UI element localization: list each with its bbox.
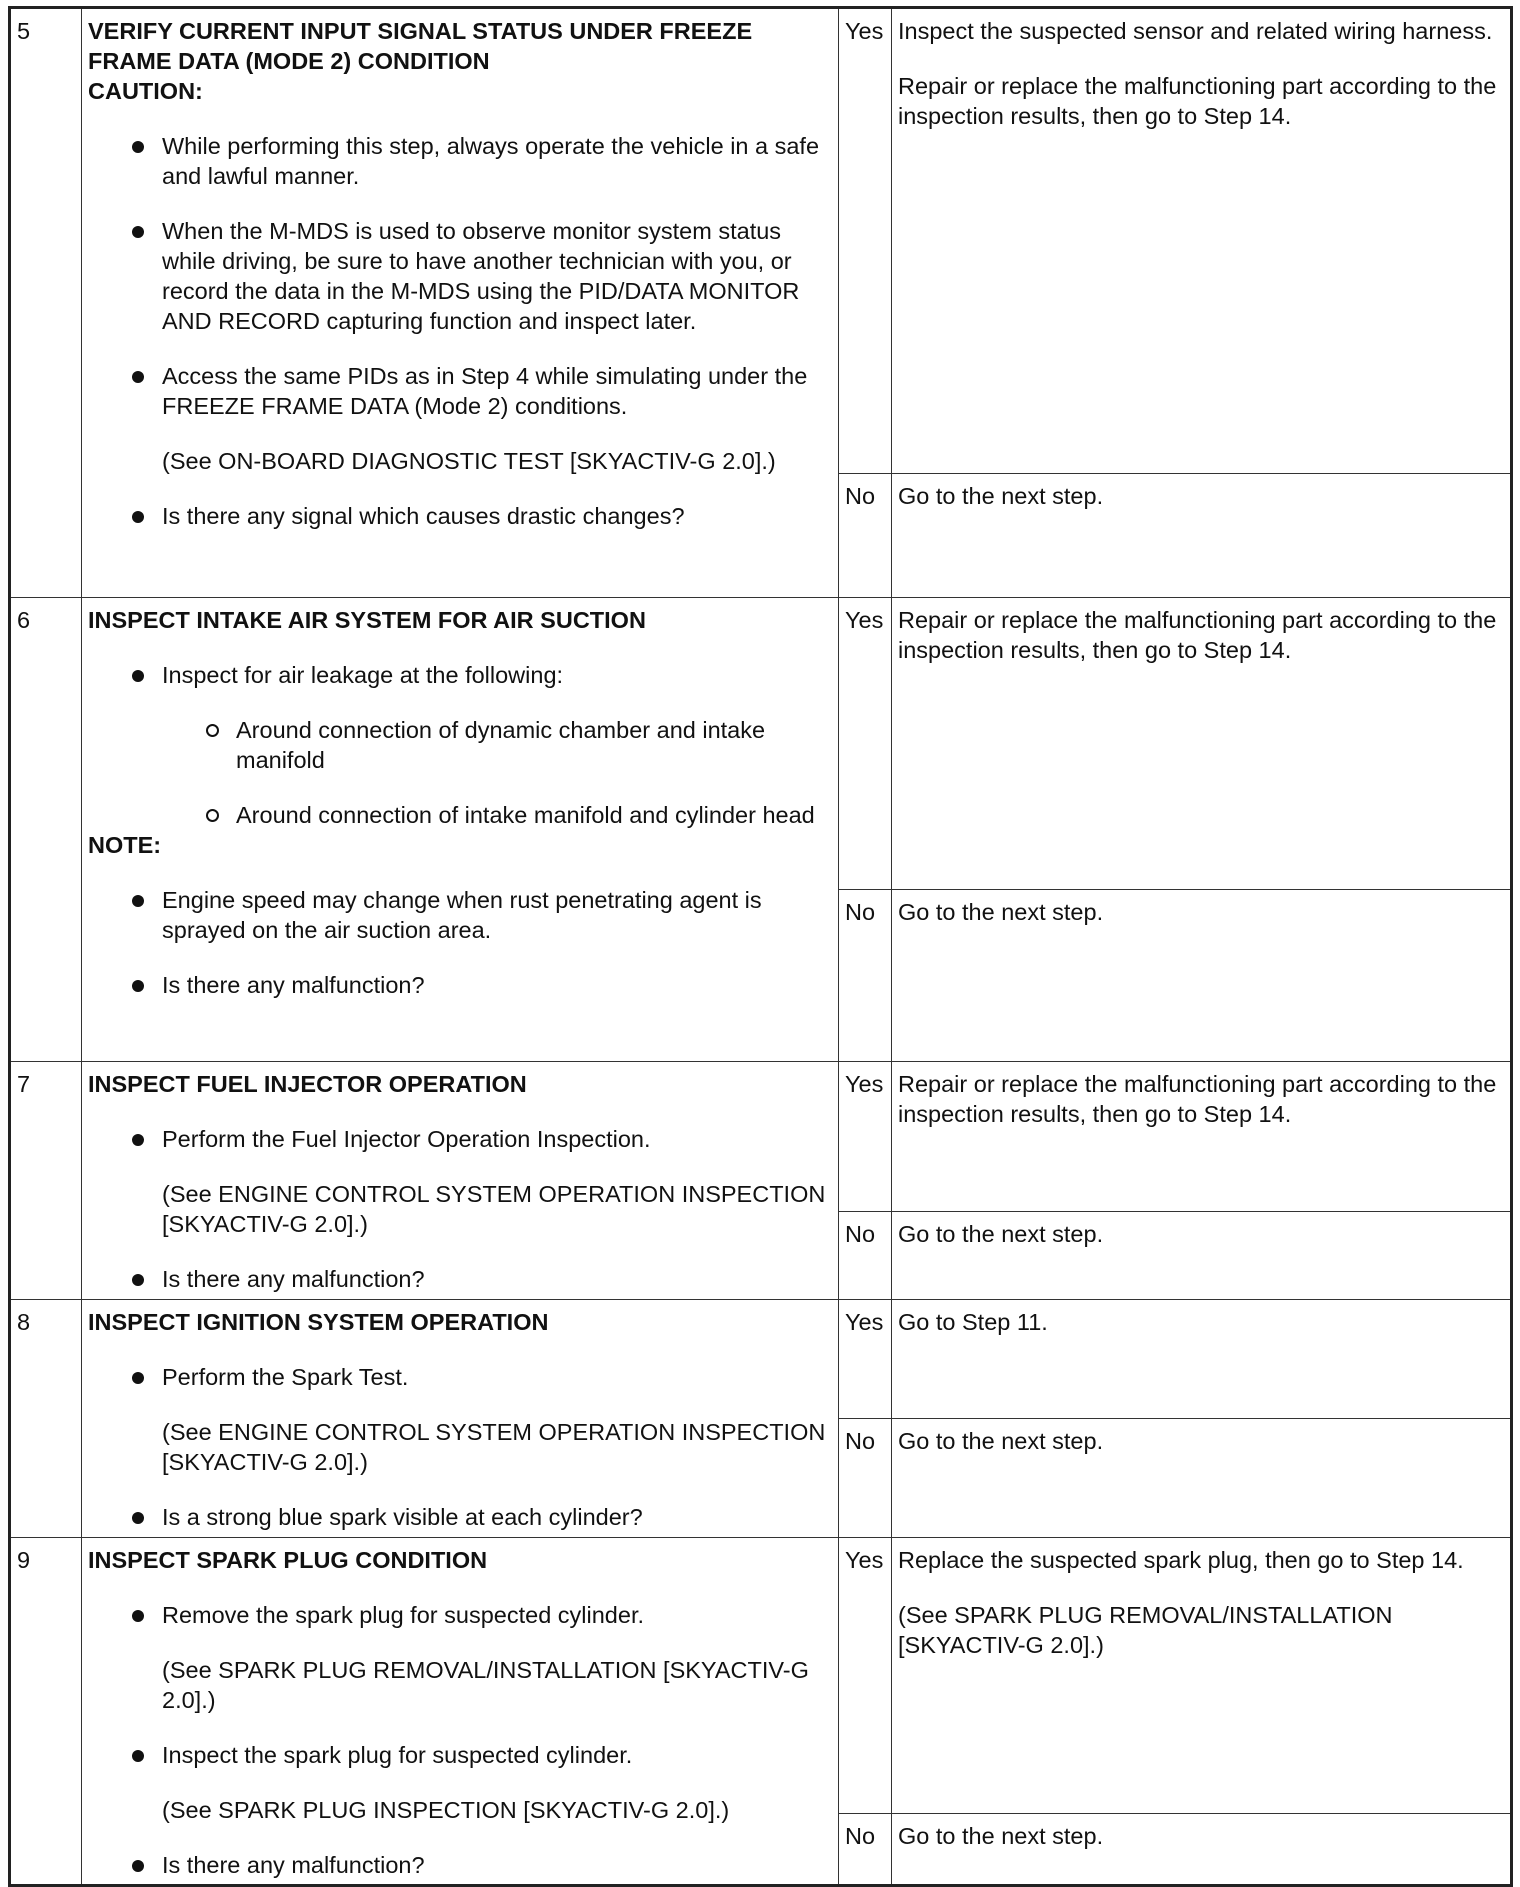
bullet-list xyxy=(88,1600,832,1880)
yes-label: Yes xyxy=(839,598,892,890)
step-action xyxy=(82,1538,839,1886)
step-row-8 xyxy=(10,1300,1512,1419)
yes-result xyxy=(892,8,1512,474)
bullet-list xyxy=(88,1362,832,1532)
sub-list-item: Around connection of dynamic chamber and intake manifold xyxy=(162,715,832,775)
list-item xyxy=(88,1600,832,1715)
yes-label: Yes xyxy=(839,1538,892,1814)
no-label: No xyxy=(839,1419,892,1538)
no-label: No xyxy=(839,1212,892,1300)
list-item: Is there any malfunction? xyxy=(88,1850,832,1880)
bullet-list xyxy=(88,131,832,531)
no-result: Go to the next step. xyxy=(892,474,1512,598)
note-label: NOTE: xyxy=(88,832,162,858)
yes-result: Go to Step 11. xyxy=(892,1300,1512,1419)
caution-label: CAUTION: xyxy=(88,78,203,104)
list-item-text: Perform the Spark Test. xyxy=(162,1364,409,1390)
yes-result: Repair or replace the malfunctioning part according to the inspection results, then go to Step 14. xyxy=(892,598,1512,890)
list-item: While performing this step, always operate the vehicle in a safe and lawful manner. xyxy=(88,131,832,191)
list-item: Engine speed may change when rust penetrating agent is sprayed on the air suction area. xyxy=(88,885,832,945)
no-label: No xyxy=(839,474,892,598)
list-item-text: Perform the Fuel Injector Operation Inspection. xyxy=(162,1126,651,1152)
no-label: No xyxy=(839,1813,892,1885)
reference-text: (See ON-BOARD DIAGNOSTIC TEST [SKYACTIV-G 2.0].) xyxy=(162,448,776,474)
list-item: When the M-MDS is used to observe monitor system status while driving, be sure to have another technician with you, or record the data in the M-MDS using the PID/DATA MONITOR AND RECORD capturing function and inspect later. xyxy=(88,216,832,336)
bullet-list xyxy=(88,660,832,830)
list-item: Is a strong blue spark visible at each cylinder? xyxy=(88,1502,832,1532)
list-item-text: Inspect for air leakage at the following: xyxy=(162,662,564,688)
step-title: INSPECT SPARK PLUG CONDITION xyxy=(88,1547,488,1573)
sub-list xyxy=(162,715,832,830)
step-number: 8 xyxy=(10,1300,82,1538)
list-item-text: Access the same PIDs as in Step 4 while simulating under the FREEZE FRAME DATA (Mode 2) conditions. xyxy=(162,363,808,419)
no-result: Go to the next step. xyxy=(892,890,1512,1062)
list-item xyxy=(88,1124,832,1239)
step-row-5 xyxy=(10,8,1512,474)
step-row-7 xyxy=(10,1062,1512,1212)
step-action xyxy=(82,598,839,1062)
step-action xyxy=(82,1062,839,1300)
reference-text: (See SPARK PLUG REMOVAL/INSTALLATION [SKYACTIV-G 2.0].) xyxy=(162,1657,809,1713)
step-row-6 xyxy=(10,598,1512,890)
no-result: Go to the next step. xyxy=(892,1419,1512,1538)
list-item-text: Remove the spark plug for suspected cylinder. xyxy=(162,1602,645,1628)
reference-text: (See SPARK PLUG INSPECTION [SKYACTIV-G 2.0].) xyxy=(162,1797,730,1823)
no-result: Go to the next step. xyxy=(892,1813,1512,1885)
step-number: 9 xyxy=(10,1538,82,1886)
result-text: Repair or replace the malfunctioning part according to the inspection results, then go to Step 14. xyxy=(898,73,1497,129)
list-item xyxy=(88,660,832,830)
sub-list-item: Around connection of intake manifold and cylinder head xyxy=(162,800,832,830)
step-action xyxy=(82,8,839,598)
list-item-text: Inspect the spark plug for suspected cylinder. xyxy=(162,1742,633,1768)
yes-label: Yes xyxy=(839,1062,892,1212)
yes-label: Yes xyxy=(839,8,892,474)
list-item xyxy=(88,1362,832,1477)
yes-result: Repair or replace the malfunctioning part according to the inspection results, then go to Step 14. xyxy=(892,1062,1512,1212)
step-title: INSPECT IGNITION SYSTEM OPERATION xyxy=(88,1309,549,1335)
no-label: No xyxy=(839,890,892,1062)
step-number: 7 xyxy=(10,1062,82,1300)
list-item xyxy=(88,1740,832,1825)
bullet-list xyxy=(88,1124,832,1294)
step-row-9 xyxy=(10,1538,1512,1814)
list-item: Is there any malfunction? xyxy=(88,1264,832,1294)
list-item: Is there any malfunction? xyxy=(88,970,832,1000)
diagnostic-procedure-table xyxy=(8,6,1513,1887)
step-number: 6 xyxy=(10,598,82,1062)
step-title: INSPECT INTAKE AIR SYSTEM FOR AIR SUCTION xyxy=(88,607,646,633)
reference-text: (See ENGINE CONTROL SYSTEM OPERATION INSPECTION [SKYACTIV-G 2.0].) xyxy=(162,1419,826,1475)
step-title: INSPECT FUEL INJECTOR OPERATION xyxy=(88,1071,527,1097)
list-item: Is there any signal which causes drastic changes? xyxy=(88,501,832,531)
list-item xyxy=(88,361,832,476)
reference-text: (See ENGINE CONTROL SYSTEM OPERATION INSPECTION [SKYACTIV-G 2.0].) xyxy=(162,1181,826,1237)
no-result: Go to the next step. xyxy=(892,1212,1512,1300)
yes-result xyxy=(892,1538,1512,1814)
result-text: Inspect the suspected sensor and related wiring harness. xyxy=(898,18,1493,44)
step-number: 5 xyxy=(10,8,82,598)
step-title: VERIFY CURRENT INPUT SIGNAL STATUS UNDER FREEZE FRAME DATA (MODE 2) CONDITION xyxy=(88,18,753,74)
step-action xyxy=(82,1300,839,1538)
bullet-list xyxy=(88,885,832,1000)
yes-label: Yes xyxy=(839,1300,892,1419)
result-text: (See SPARK PLUG REMOVAL/INSTALLATION [SKYACTIV-G 2.0].) xyxy=(898,1602,1393,1658)
result-text: Replace the suspected spark plug, then go to Step 14. xyxy=(898,1547,1464,1573)
